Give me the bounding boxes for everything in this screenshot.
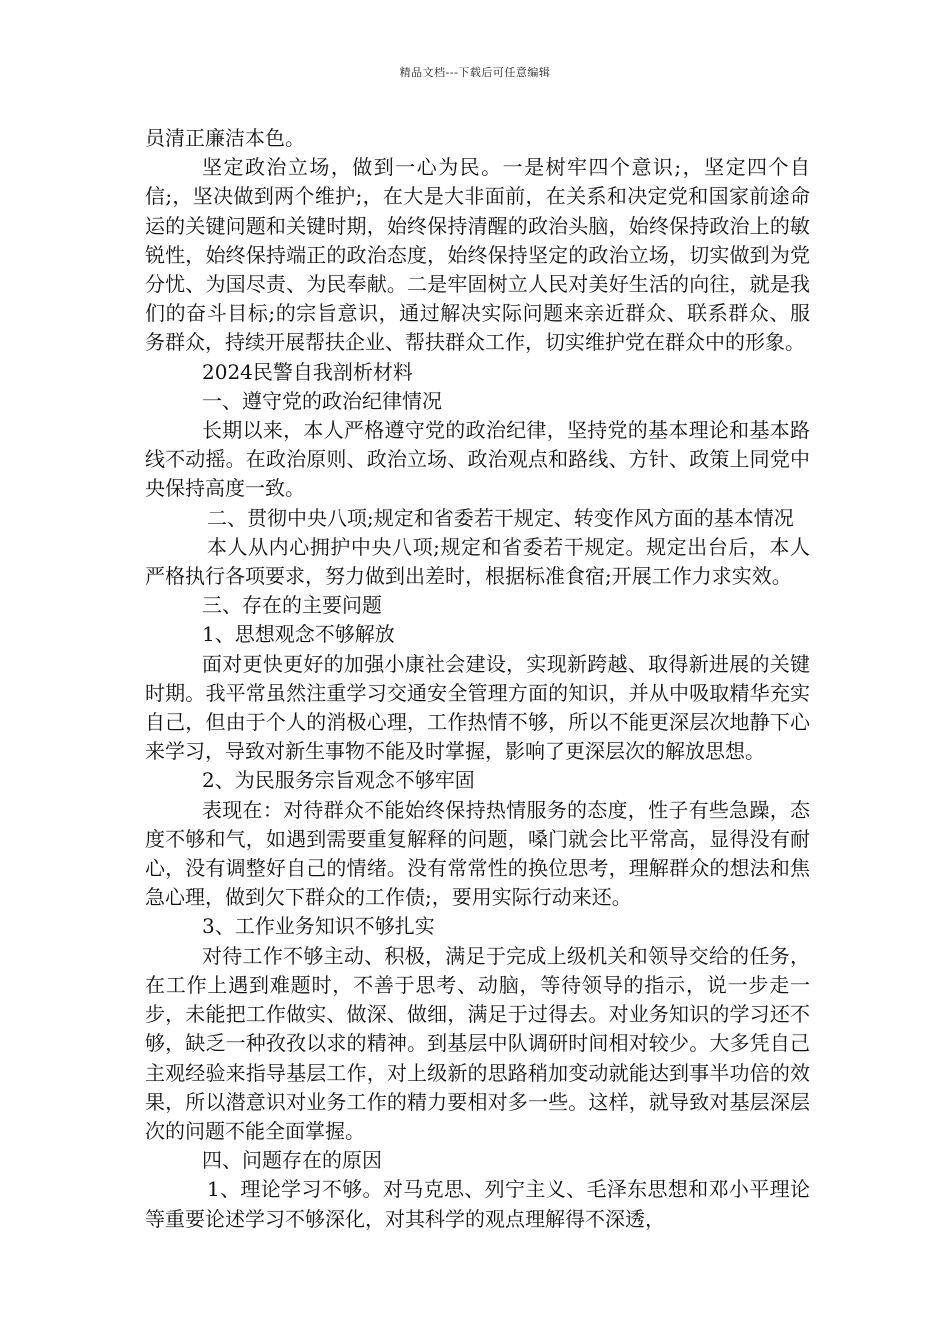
paragraph: 本人从内心拥护中央八项;规定和省委若干规定。规定出台后，本人严格执行各项要求，努力做到出差时，根据标准食宿;开展工作力求实效。 [145, 534, 810, 589]
paragraph: 1、理论学习不够。对马克思、列宁主义、毛泽东思想和邓小平理论等重要论述学习不够深化，对其科学的观点理解得不深透， [145, 1177, 810, 1231]
section-heading: 二、贯彻中央八项;规定和省委若干规定、转变作风方面的基本情况 [207, 505, 794, 530]
paragraph: 员清正廉洁本色。 [145, 126, 305, 150]
document-body [145, 124, 810, 1234]
paragraph: 坚定政治立场，做到一心为民。一是树牢四个意识;，坚定四个自信;，坚决做到两个维护;，在大是大非面前，在关系和决定党和国家前途命运的关键问题和关键时期，始终保持清醒的政治头脑，始终保持政治上的敏锐性，始终保持端正的政治态度，始终保持坚定的政治立场，切实做到为党分忧、为国尽责、为民奉献。二是牢固树立人民对美好生活的向往，就是我们的奋斗目标;的宗旨意识，通过解决实际问题来亲近群众、联系群众、服务群众，持续开展帮扶企业、帮扶群众工作，切实维护党在群众中的形象。 [145, 155, 810, 355]
section-heading: 三、存在的主要问题 [202, 593, 382, 618]
paragraph: 面对更快更好的加强小康社会建设，实现新跨越、取得新进展的关键时期。我平常虽然注重学习交通安全管理方面的知识，并从中吸取精华充实自己，但由于个人的消极心理，工作热情不够，所以不能更深层次地静下心来学习，导致对新生事物不能及时掌握，影响了更深层次的解放思想。 [145, 651, 810, 764]
subsection-heading: 1、思想观念不够解放 [202, 622, 395, 647]
paragraph: 长期以来，本人严格遵守党的政治纪律，坚持党的基本理论和基本路线不动摇。在政治原则、政治立场、政治观点和路线、方针、政策上同党中央保持高度一致。 [145, 418, 810, 501]
section-heading: 四、问题存在的原因 [202, 1148, 382, 1173]
section-heading: 一、遵守党的政治纪律情况 [202, 388, 442, 413]
paragraph: 对待工作不够主动、积极，满足于完成上级机关和领导交给的任务，在工作上遇到难题时，不善于思考、动脑，等待领导的指示，说一步走一步，未能把工作做实、做深、做细，满足于过得去。对业务知识的学习还不够，缺乏一种孜孜以求的精神。到基层中队调研时间相对较少。大多凭自己主观经验来指导基层工作，对上级新的思路稍加变动就能达到事半功倍的效果，所以潜意识对业务工作的精力要相对多一些。这样，就导致对基层深层次的问题不能全面掌握。 [145, 943, 810, 1143]
section-title: 2024民警自我剖析材料 [202, 359, 413, 384]
subsection-heading: 2、为民服务宗旨观念不够牢固 [202, 768, 475, 793]
page-header: 精品文档---下载后可任意编辑 [399, 66, 551, 79]
subsection-heading: 3、工作业务知识不够扎实 [202, 914, 435, 939]
paragraph: 表现在：对待群众不能始终保持热情服务的态度，性子有些急躁，态度不够和气，如遇到需要重复解释的问题，嗓门就会比平常高，显得没有耐心，没有调整好自己的情绪。没有常常性的换位思考，理解群众的想法和焦急心理，做到欠下群众的工作债;，要用实际行动来还。 [145, 797, 810, 910]
